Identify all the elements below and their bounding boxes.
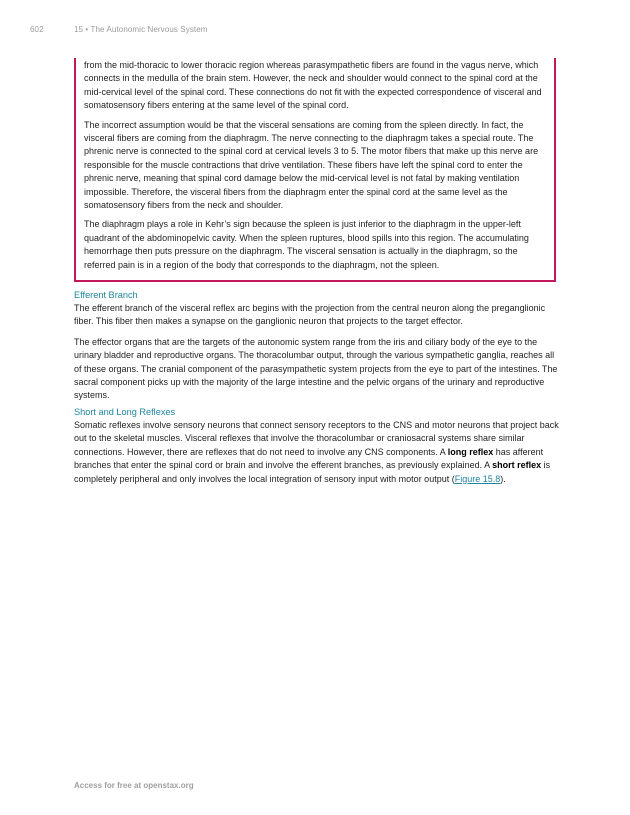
feature-paragraph: from the mid-thoracic to lower thoracic region whereas parasympathetic fibers are found in the vagus nerve, which connects in the medulla of the brain stem. However, the neck and shoulder would connect to the spinal cord at the mid-cervical level of the spinal cord. These connections do not fit with the expected correspondence of visceral and somatosensory fibers entering at the same level of the spinal cord.: [84, 60, 542, 111]
feature-box: [74, 58, 556, 282]
term-long-reflex: long reflex: [447, 446, 494, 457]
reflex-text: has afferent branches that enter the spinal cord or brain and involve the efferent branches, as previously explained. A: [74, 446, 544, 471]
footer-access-text: Access for free at openstax.org: [74, 781, 194, 790]
reflex-text: is completely peripheral and only involves the local integration of sensory input with motor output (: [74, 460, 551, 484]
term-short-reflex: short reflex: [492, 460, 542, 471]
body-paragraph: The efferent branch of the visceral reflex arc begins with the projection from the central neuron along the preganglionic fiber. This fiber then makes a synapse on the ganglionic neuron that projects to the target effector.: [74, 303, 546, 327]
feature-paragraph: The incorrect assumption would be that the visceral sensations are coming from the spleen directly. In fact, the visceral fibers are coming from the diaphragm. The nerve connecting to the diaphragm takes a special route. The phrenic nerve is connected to the spinal cord at cervical levels 3 to 5. The motor fibers that make up this nerve are responsible for the muscle contractions that drive ventilation. These fibers have left the spinal cord to enter the phrenic nerve, meaning that spinal cord damage below the mid-cervical level is not fatal by making ventilation impossible. Therefore, the visceral fibers from the diaphragm enter the spinal cord at the same level as the somatosensory fibers from the neck and shoulder.: [84, 119, 539, 211]
body-paragraph: The effector organs that are the targets of the autonomic system range from the iris and ciliary body of the eye to the urinary bladder and reproductive organs. The thoracolumbar output, through the various sympathetic ganglia, reaches all of these organs. The cranial component of the parasympathetic system projects from the eye to part of the intestines. The sacral component picks up with the majority of the large intestine and the pelvic organs of the urinary and reproductive systems.: [74, 336, 558, 401]
running-header: [30, 25, 208, 34]
chapter-title: 15 • The Autonomic Nervous System: [74, 25, 208, 34]
figure-15-8-link[interactable]: Figure 15.8: [454, 473, 501, 484]
short-long-reflexes-section: [74, 406, 560, 493]
page-number: 602: [30, 25, 44, 34]
reflex-text: Somatic reflexes involve sensory neurons that connect sensory receptors to the CNS and motor neurons that project back out to the skeletal muscles. Visceral reflexes that involve the thoracolumbar or craniosacral systems share similar connections. However, there are reflexes that do not need to involve any CNS components. A: [74, 420, 559, 457]
efferent-branch-section: [74, 289, 560, 410]
body-paragraph: [74, 419, 560, 486]
efferent-branch-heading: Efferent Branch: [74, 290, 138, 300]
short-long-reflexes-heading: Short and Long Reflexes: [74, 407, 176, 417]
feature-paragraph: The diaphragm plays a role in Kehr’s sign because the spleen is just inferior to the diaphragm in the upper-left quadrant of the abdominopelvic cavity. When the spleen ruptures, blood spills into this region. The accumulating hemorrhage then puts pressure on the diaphragm. The visceral sensation is actually in the diaphragm, so the referred pain is in a region of the body that corresponds to the diaphragm, not the spleen.: [84, 219, 529, 270]
reflex-text: ).: [500, 473, 506, 484]
